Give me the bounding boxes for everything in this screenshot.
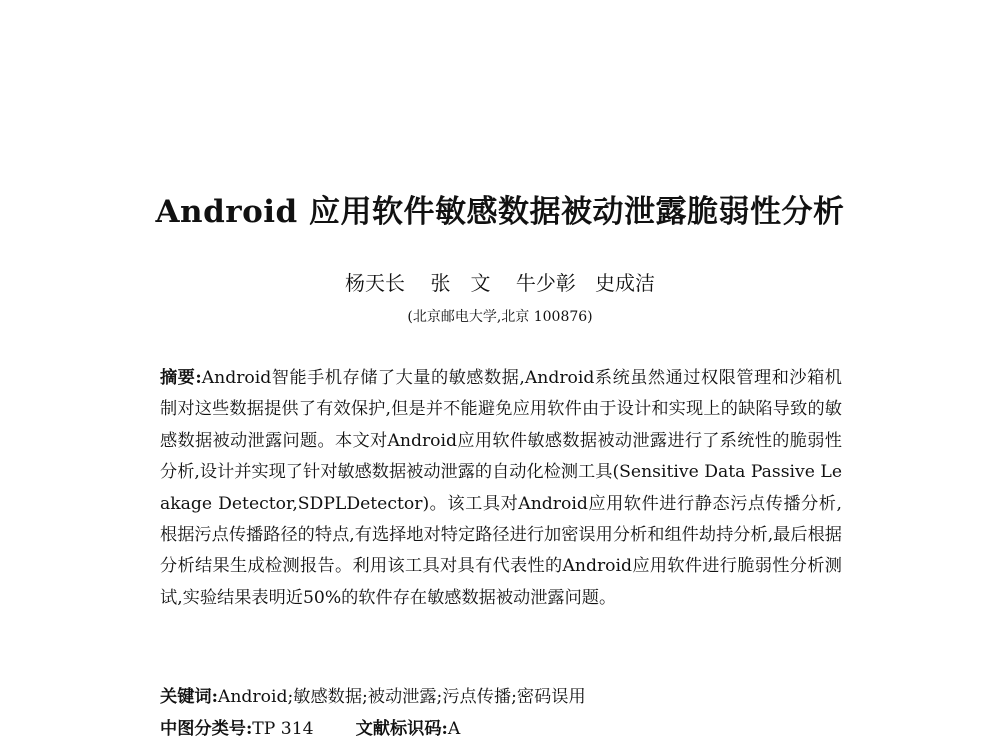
keywords-text: Android;敏感数据;被动泄露;污点传播;密码误用	[217, 687, 586, 707]
keywords	[160, 682, 860, 707]
author-list	[0, 267, 1000, 296]
affiliation: (北京邮电大学,北京 100876)	[407, 309, 593, 325]
doc-code-label: 文献标识码:	[355, 719, 448, 739]
author-name: 牛少彰	[515, 271, 576, 295]
abstract	[160, 363, 842, 614]
abstract-text: Android智能手机存储了大量的敏感数据,Android系统虽然通过权限管理和沙箱机制对这些数据提供了有效保护,但是并不能避免应用软件由于设计和实现上的缺陷导致的敏感数据被动泄露问题。本文对Android应用软件敏感数据被动泄露进行了系统性的脆弱性分析,设计并实现了针对敏感数据被动泄露的自动化检测工具(Sensitive Data Passive Leakage Detector,SDPLDetector)。该工具对Android应用软件进行静态污点传播分析,根据污点传播路径的特点,有选择地对特定路径进行加密误用分析和组件劫持分析,最后根据分析结果生成检测报告。利用该工具对具有代表性的Android应用软件进行脆弱性分析测试,实验结果表明近50%的软件存在敏感数据被动泄露问题。	[160, 368, 842, 608]
author-name: 杨天长	[345, 271, 406, 295]
paper-title: Android 应用软件敏感数据被动泄露脆弱性分析	[155, 194, 845, 230]
keywords-label: 关键词:	[160, 687, 218, 707]
clc-label: 中图分类号:	[160, 719, 253, 739]
doc-code-value: A	[447, 719, 461, 739]
author-name: 张 文	[430, 271, 491, 295]
abstract-label: 摘要:	[160, 368, 202, 388]
classification-line	[160, 714, 860, 739]
author-name: 史成洁	[594, 271, 655, 295]
clc-value: TP 314	[252, 719, 314, 739]
